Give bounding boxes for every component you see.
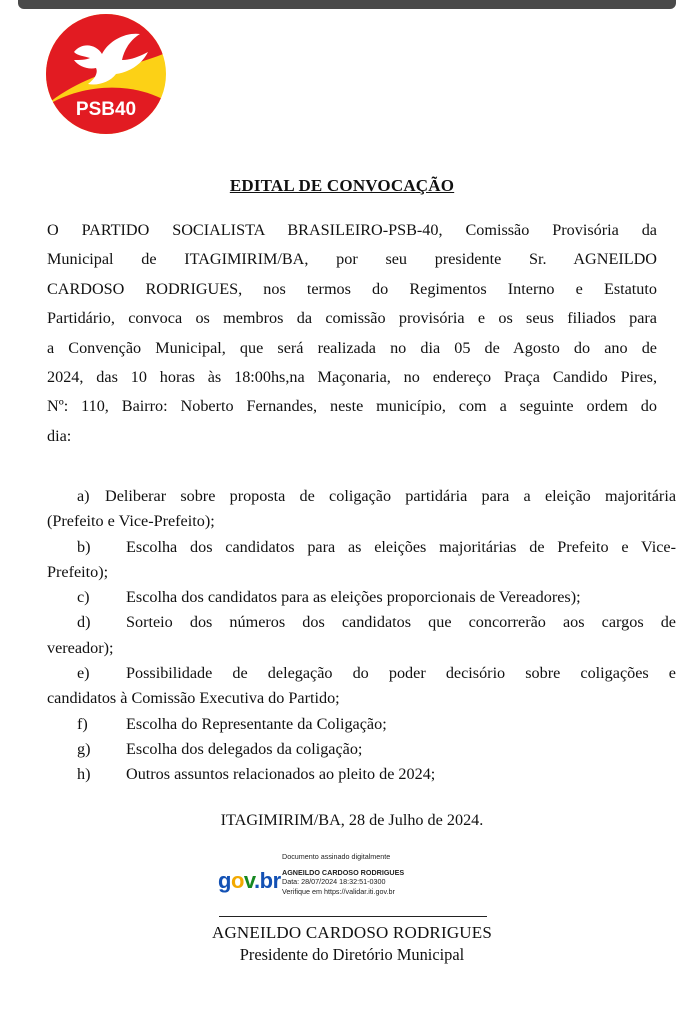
item-text: Escolha do Representante da Coligação; — [126, 714, 387, 733]
item-letter: b) — [77, 537, 91, 556]
signature-line — [219, 916, 487, 917]
psb40-logo — [44, 12, 168, 136]
paragraph-line: Municipal de ITAGIMIRIM/BA, por seu presidente Sr. AGNEILDO — [47, 250, 657, 269]
gov-br-digital-signature — [218, 852, 478, 902]
gov-br-logo: gov.br — [218, 868, 281, 893]
logo-text: PSB40 — [75, 99, 137, 120]
item-letter: g) — [77, 739, 91, 758]
item-text: Outros assuntos relacionados ao pleito de 2024; — [126, 765, 436, 784]
list-item — [77, 737, 676, 762]
signature-verify: Verifique em https://validar.iti.gov.br — [282, 886, 395, 896]
item-letter: c) — [77, 588, 90, 607]
signature-name: AGNEILDO CARDOSO RODRIGUES — [282, 867, 405, 877]
item-text: Deliberar sobre proposta de coligação partidária para a eleição majoritária — [105, 487, 676, 505]
list-item — [47, 535, 676, 586]
item-letter: d) — [77, 613, 91, 632]
list-item — [47, 610, 676, 661]
signature-date: Data: 28/07/2024 18:32:51-0300 — [282, 877, 386, 887]
signer-role: Presidente do Diretório Municipal — [239, 945, 465, 964]
list-item — [77, 712, 676, 737]
paragraph-line: dia: — [47, 426, 72, 445]
item-text: (Prefeito e Vice-Prefeito); — [47, 512, 215, 531]
agenda-list — [47, 484, 676, 788]
item-letter: h) — [77, 765, 91, 784]
paragraph-line: Partidário, convoca os membros da comissão provisória e os seus filiados para — [47, 309, 657, 328]
list-item — [77, 762, 676, 787]
item-text: vereador); — [47, 638, 114, 657]
list-item — [47, 661, 676, 712]
item-text: Prefeito); — [47, 562, 109, 581]
paragraph-line: Nº: 110, Bairro: Noberto Fernandes, neste município, com a seguinte ordem do — [47, 397, 657, 416]
signature-details — [282, 852, 404, 896]
item-text: Sorteio dos números dos candidatos que concorrerão aos cargos de — [126, 613, 676, 632]
paragraph-line: CARDOSO RODRIGUES, nos termos do Regimentos Interno e Estatuto — [47, 279, 657, 298]
convocation-paragraph — [47, 216, 657, 451]
signer-name: AGNEILDO CARDOSO RODRIGUES — [211, 923, 493, 942]
list-item — [47, 484, 676, 535]
paragraph-line: O PARTIDO SOCIALISTA BRASILEIRO-PSB-40, Comissão Provisória da — [47, 221, 657, 239]
item-text: Escolha dos candidatos para as eleições proporcionais de Vereadores); — [126, 588, 581, 607]
item-letter: e) — [77, 664, 90, 683]
paragraph-line: 2024, das 10 horas às 18:00hs,na Maçonaria, no endereço Praça Candido Pires, — [47, 367, 657, 386]
document-title: EDITAL DE CONVOCAÇÃO — [229, 176, 455, 195]
item-letter: a) — [77, 487, 90, 505]
place-date: ITAGIMIRIM/BA, 28 de Julho de 2024. — [220, 811, 484, 829]
signature-header: Documento assinado digitalmente — [282, 852, 391, 861]
top-status-bar — [18, 0, 676, 9]
item-text: Escolha dos candidatos para as eleições majoritárias de Prefeito e Vice- — [126, 537, 676, 556]
item-text: candidatos à Comissão Executiva do Partido; — [47, 689, 340, 708]
list-item — [77, 585, 676, 610]
paragraph-line: a Convenção Municipal, que será realizada no dia 05 de Agosto do ano de — [47, 338, 657, 357]
item-letter: f) — [77, 714, 88, 733]
item-text: Escolha dos delegados da coligação; — [126, 739, 363, 758]
item-text: Possibilidade de delegação do poder decisório sobre coligações e — [126, 664, 676, 683]
